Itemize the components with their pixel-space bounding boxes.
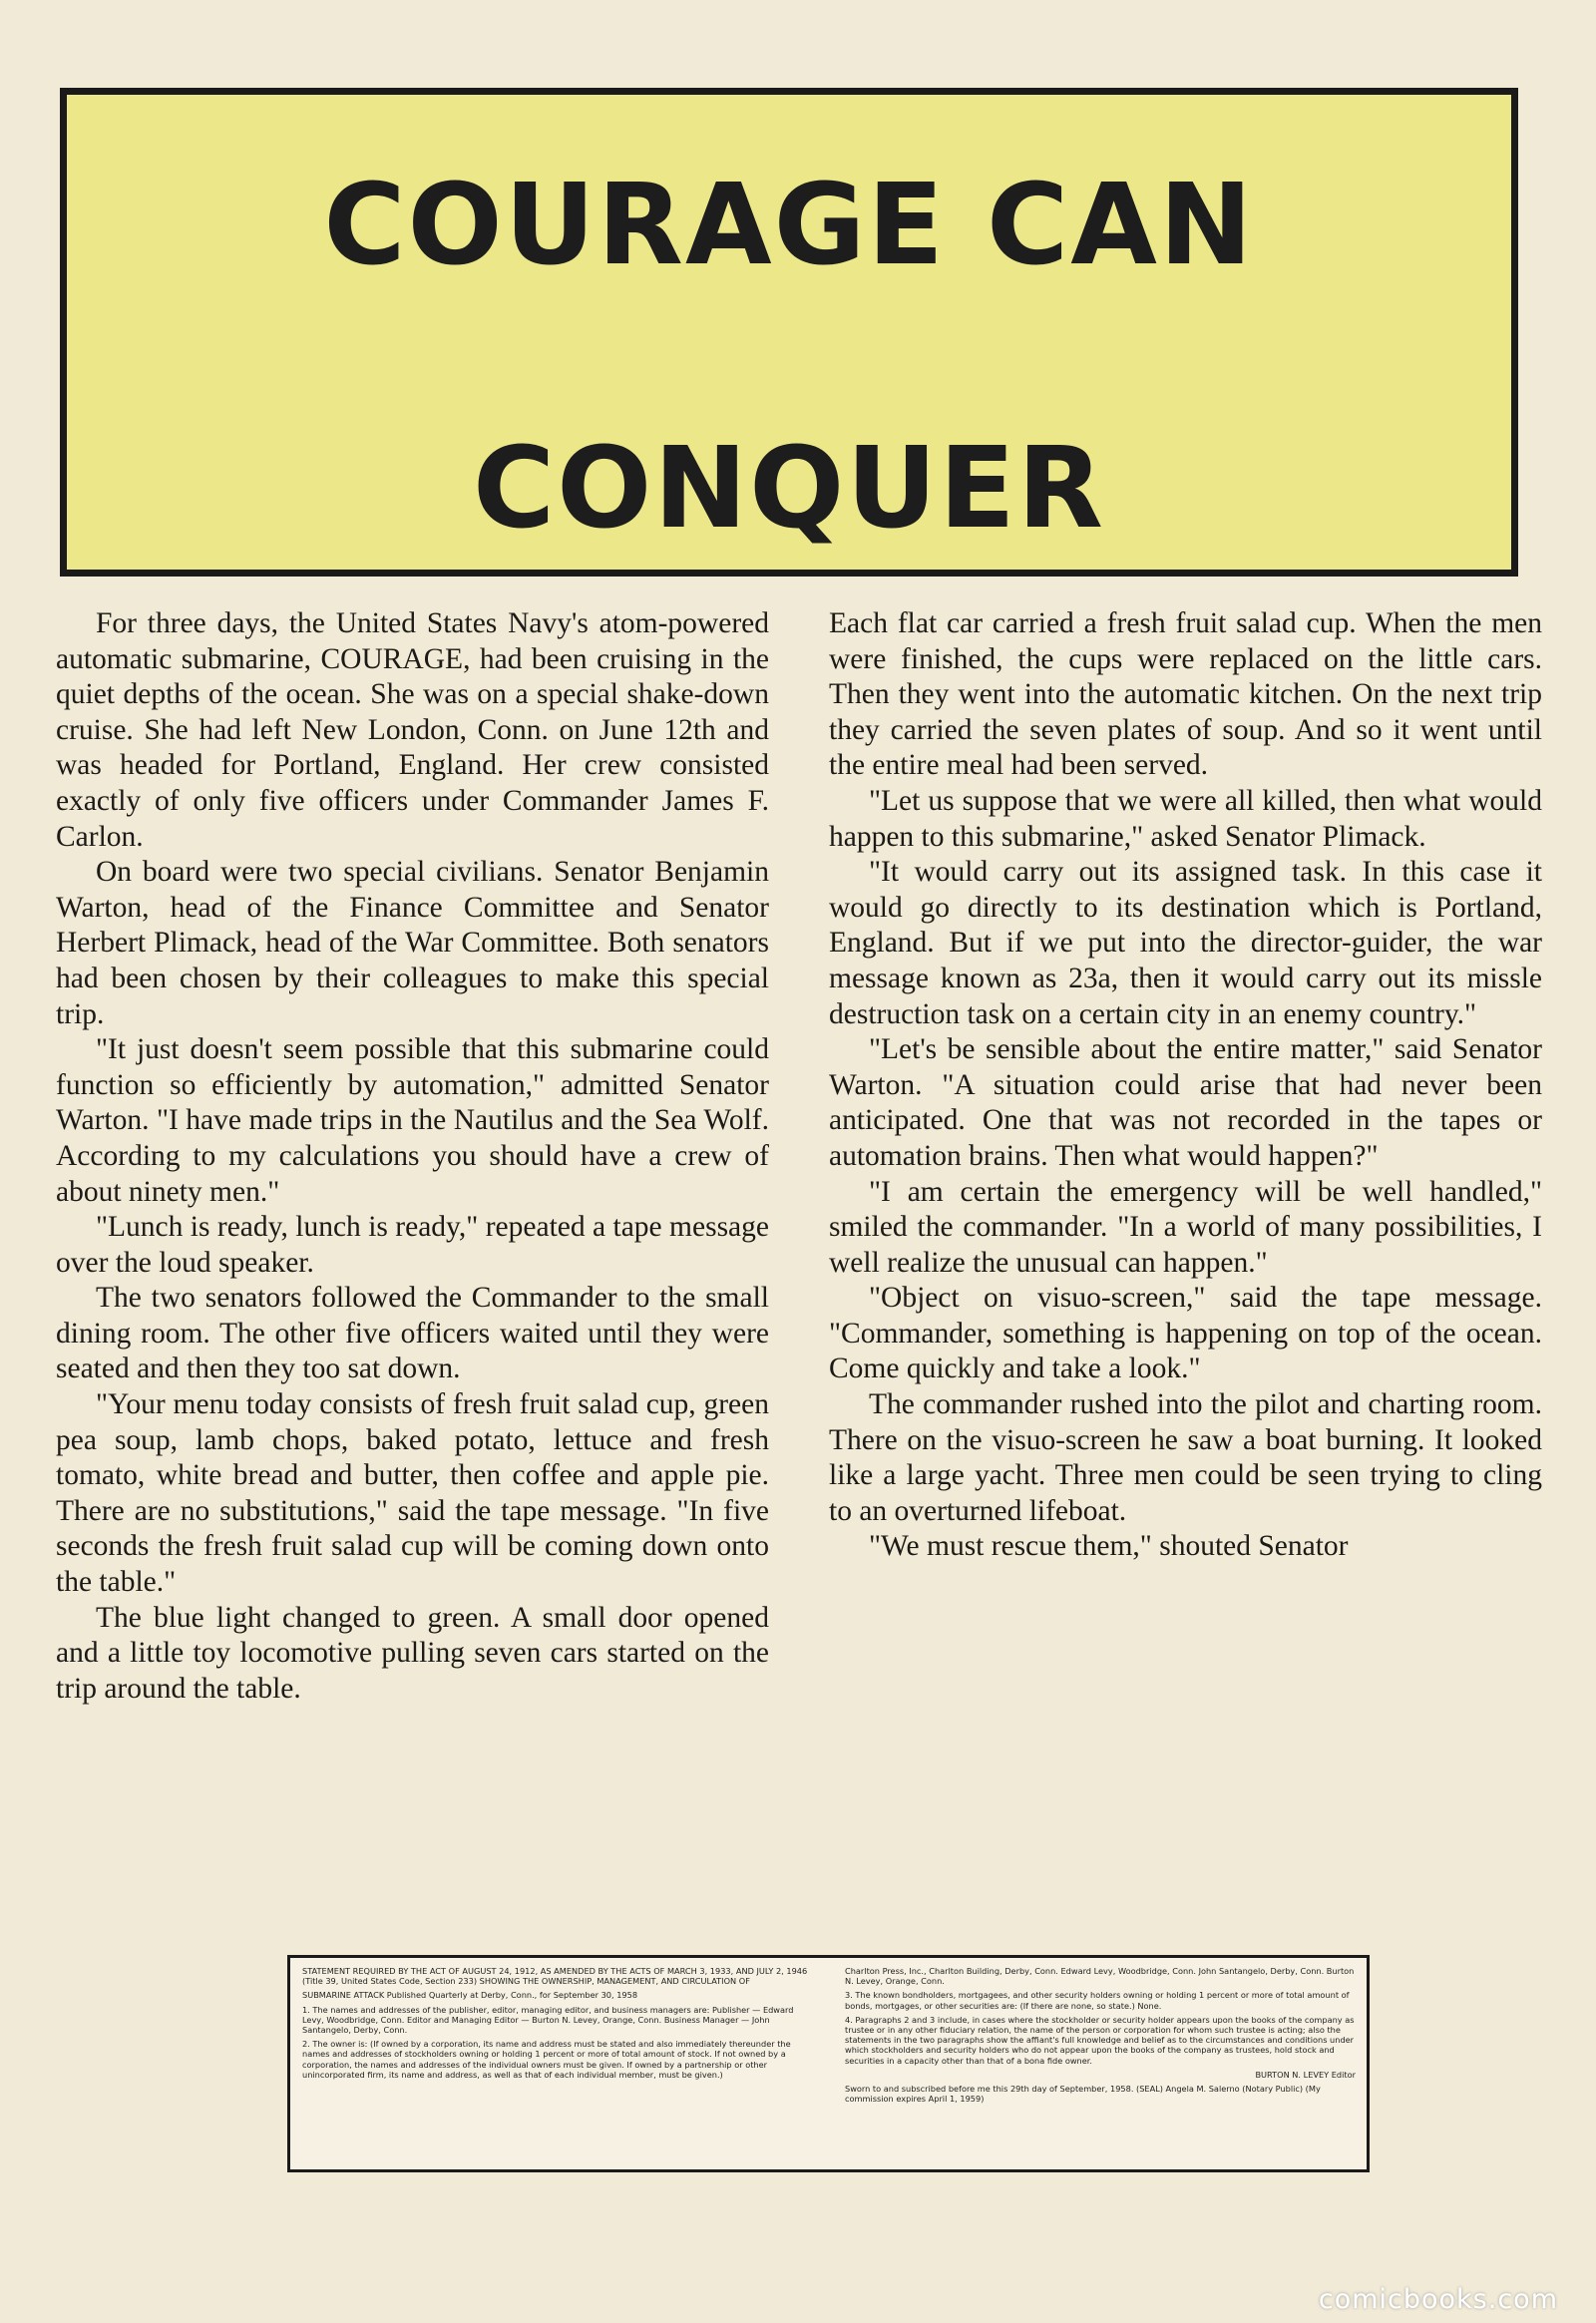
statement-paragraph: 3. The known bondholders, mortgagees, and other security holders owning or holding 1 percent or more of total amount of bonds, mortgages, or other securities are: (If there are none, so state.) None. — [845, 1990, 1350, 2011]
statement-paragraph: 1. The names and addresses of the publisher, editor, managing editor, and business managers are: Publisher — Edward Levy, Woodbridge, Conn. Editor and Managing Editor — Burton N. Levey, Orange, Conn. Business Manager — John Santangelo, Derby, Conn. — [302, 2004, 794, 2036]
statement-column-left — [302, 1966, 813, 2165]
story-paragraph: "It just doesn't seem possible that this submarine could function so efficiently by automation," admitted Senator Warton. "I have made trips in the Nautilus and the Sea Wolf. According to my calculations you should have a crew of about ninety men." — [56, 1033, 769, 1208]
story-paragraph: "Let us suppose that we were all killed, then what would happen to this submarine," asked Senator Plimack. — [829, 784, 1542, 853]
story-paragraph: The two senators followed the Commander to the small dining room. The other five officers waited until they were seated and then they too sat down. — [56, 1282, 769, 1385]
title-line-2: CONQUER — [472, 424, 1106, 554]
story-paragraph: "Let's be sensible about the entire matter," said Senator Warton. "A situation could arise that had never been anticipated. One that was not recorded in the tapes or automation brains. Then what would happen?" — [829, 1033, 1542, 1172]
story-paragraph: "I am certain the emergency will be well handled," smiled the commander. "In a world of many possibilities, I well realize the unusual can happen." — [829, 1175, 1542, 1279]
statement-paragraph: SUBMARINE ATTACK Published Quarterly at Derby, Conn., for September 30, 1958 — [302, 1990, 638, 2001]
title-line-1: COURAGE CAN — [323, 161, 1255, 290]
story-paragraph: The blue light changed to green. A small door opened and a little toy locomotive pulling seven cars started on the trip around the table. — [56, 1601, 769, 1705]
statement-signature: BURTON N. LEVEY Editor — [1255, 2069, 1356, 2080]
statement-column-right — [845, 1966, 1356, 2165]
story-paragraph: On board were two special civilians. Senator Benjamin Warton, head of the Finance Committee and Senator Herbert Plimack, head of the War Committee. Both senators had been chosen by their colleagues to make this special trip. — [56, 856, 769, 1030]
story-column-right — [829, 606, 1542, 1843]
story-column-left — [56, 606, 769, 1843]
statement-paragraph: 4. Paragraphs 2 and 3 include, in cases where the stockholder or security holder appears upon the books of the company as trustee or in any other fiduciary relation, the name of the person or corporation for whom such trustee is acting; also the statements in the two paragraphs show the affiant's full knowledge and belief as to the circumstances and conditions under which stockholders and security holders who do not appear upon the books of the company as trustees, hold stock and securities in a capacity other than that of a bona fide owner. — [845, 2014, 1355, 2066]
story-paragraph-continued: Each flat car carried a fresh fruit salad cup. When the men were finished, the cups were replaced on the little cars. Then they went into the automatic kitchen. On the next trip they carried the seven plates of soup. And so it went until the entire meal had been served. — [829, 607, 1542, 782]
ownership-statement — [287, 1955, 1370, 2172]
statement-paragraph: STATEMENT REQUIRED BY THE ACT OF AUGUST 24, 1912, AS AMENDED BY THE ACTS OF MARCH 3, 1933, AND JULY 2, 1946 (Title 39, United States Code, Section 233) SHOWING THE OWNERSHIP, MANAGEMENT, AND CIRCULATION OF — [302, 1966, 808, 1987]
statement-paragraph: 2. The owner is: (If owned by a corporation, its name and address must be stated and also immediately thereunder the names and addresses of stockholders owning or holding 1 percent or more of total amount of stock. If not owned by a corporation, the names and addresses of the individual owners must be given. If owned by a partnership or other unincorporated firm, its name and address, as well as that of each individual member, must be given.) — [302, 2039, 791, 2080]
story-paragraph: "Your menu today consists of fresh fruit salad cup, green pea soup, lamb chops, baked potato, lettuce and fresh tomato, white bread and butter, then coffee and apple pie. There are no substitutions," said the tape message. "In five seconds the fresh fruit salad cup will be coming down onto the table." — [56, 1388, 769, 1599]
story-paragraph: The commander rushed into the pilot and charting room. There on the visuo-screen he saw a boat burning. It looked like a large yacht. Three men could be seen trying to cling to an overturned lifeboat. — [829, 1388, 1542, 1527]
statement-paragraph: Charlton Press, Inc., Charlton Building, Derby, Conn. Edward Levy, Woodbridge, Conn. John Santangelo, Derby, Conn. Burton N. Levey, Orange, Conn. — [845, 1966, 1355, 1987]
story-paragraph: "We must rescue them," shouted Senator — [869, 1530, 1349, 1563]
story-paragraph: "Lunch is ready, lunch is ready," repeated a tape message over the loud speaker. — [56, 1211, 769, 1279]
site-watermark: comicbooks.com — [1318, 2284, 1558, 2315]
story-paragraph: For three days, the United States Navy's atom-powered automatic submarine, COURAGE, had been cruising in the quiet depths of the ocean. She was on a special shake-down cruise. She had left New London, Conn. on June 12th and was headed for Portland, England. Her crew consisted exactly of only five officers under Commander James F. Carlon. — [56, 607, 769, 853]
story-paragraph: "It would carry out its assigned task. In this case it would go directly to its destination which is Portland, England. But if we put into the director-guider, the war message known as 23a, then it would carry out its missle destruction task on a certain city in an enemy country." — [829, 856, 1542, 1030]
statement-notary: Sworn to and subscribed before me this 29th day of September, 1958. (SEAL) Angela M. Salerno (Notary Public) (My commission expires April 1, 1959) — [845, 2084, 1321, 2105]
story-paragraph: "Object on visuo-screen," said the tape message. "Commander, something is happening on top of the ocean. Come quickly and take a look." — [829, 1282, 1542, 1385]
title-panel — [60, 88, 1518, 577]
